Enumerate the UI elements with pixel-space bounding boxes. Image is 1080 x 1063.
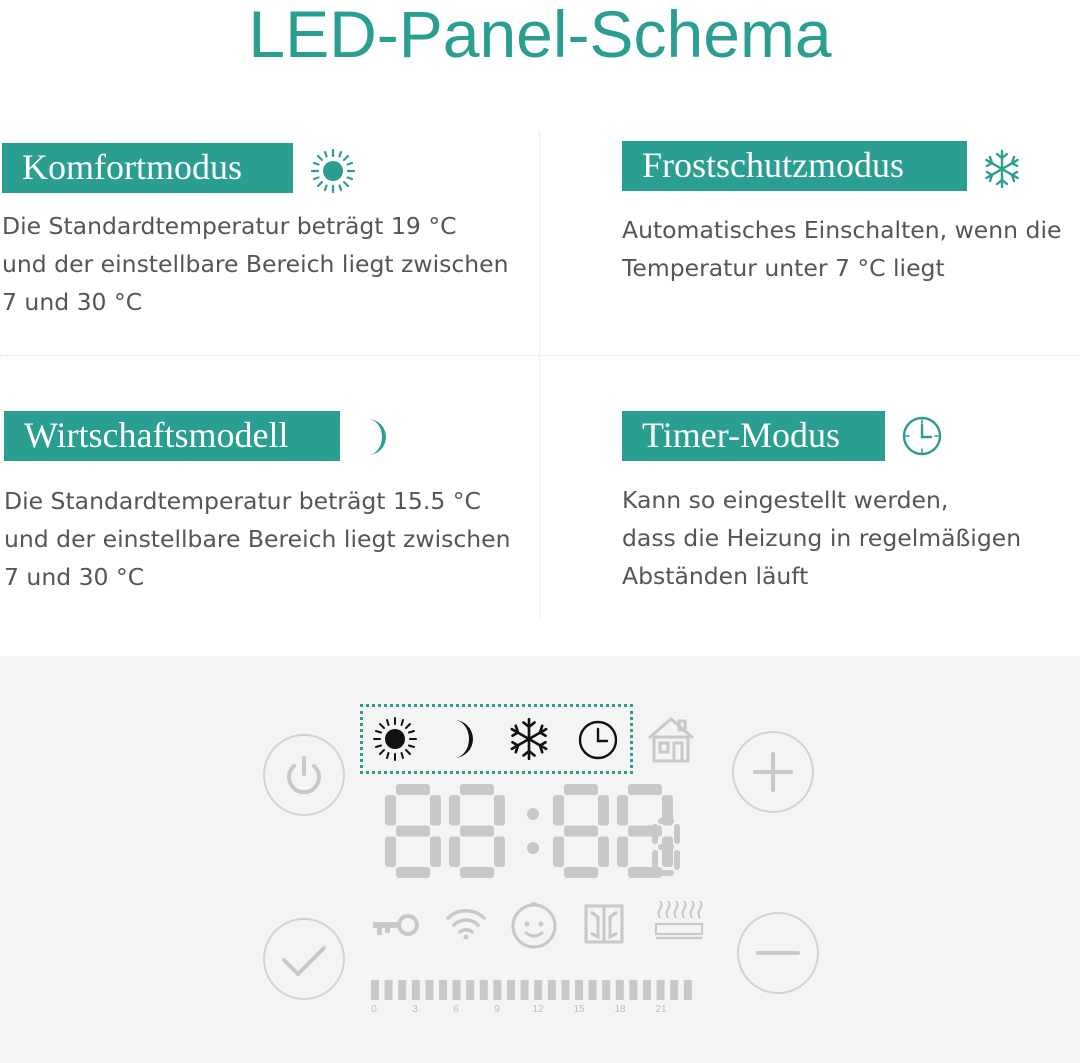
floor-heating-icon	[654, 900, 704, 946]
led-panel	[0, 656, 1080, 1063]
display-segment	[430, 837, 441, 868]
scale-label: 12	[532, 1004, 544, 1015]
scale-segment	[412, 980, 420, 1000]
snowflake-icon	[982, 149, 1022, 193]
scale-segment	[670, 980, 678, 1000]
sun-icon	[309, 147, 357, 199]
scale-segment	[521, 980, 529, 1000]
scale-label: 21	[655, 1004, 667, 1015]
display-segment	[396, 867, 430, 878]
scale-segment	[548, 980, 556, 1000]
mode-badge-komfort: Komfortmodus	[2, 143, 293, 193]
scale-segment	[507, 980, 515, 1000]
scale-label: 18	[614, 1004, 626, 1015]
scale-segment	[398, 980, 406, 1000]
description-line: Kann so eingestellt werden,	[622, 486, 949, 514]
display-segment	[617, 837, 628, 868]
scale-segment	[657, 980, 665, 1000]
scale-segment	[561, 980, 569, 1000]
display-segment	[553, 837, 564, 868]
display-segment	[658, 870, 674, 876]
snowflake-icon	[507, 717, 551, 765]
display-segment	[674, 824, 680, 844]
display-segment	[652, 850, 658, 870]
clock-icon	[577, 719, 619, 765]
plus-icon	[734, 733, 812, 811]
display-segment	[652, 824, 658, 844]
display-segment	[396, 784, 430, 795]
display-segment	[396, 826, 430, 837]
power-icon	[265, 736, 343, 814]
display-segment	[494, 795, 505, 826]
scale-segment	[466, 980, 474, 1000]
wifi-icon	[444, 904, 488, 946]
minus-button[interactable]	[737, 912, 819, 994]
display-segment	[658, 818, 674, 824]
scale-segment	[534, 980, 542, 1000]
scale-label: 0	[371, 1004, 377, 1015]
time-display	[383, 782, 683, 880]
check-icon	[265, 920, 343, 998]
display-segment	[564, 826, 598, 837]
description-line: Abständen läuft	[622, 562, 809, 590]
power-button[interactable]	[263, 734, 345, 816]
display-segment	[564, 784, 598, 795]
display-segment	[430, 795, 441, 826]
display-segment	[598, 795, 609, 826]
vertical-divider	[539, 132, 540, 620]
scale-segment	[589, 980, 597, 1000]
display-segment	[449, 795, 460, 826]
page-title: LED-Panel-Schema	[248, 0, 832, 71]
mode-badge-timer: Timer-Modus	[622, 411, 885, 461]
scale-segment	[453, 980, 461, 1000]
description-line: 7 und 30 °C	[2, 288, 143, 316]
display-segment	[385, 795, 396, 826]
mode-badge-wirtschaft: Wirtschaftsmodell	[4, 411, 340, 461]
description-line: 7 und 30 °C	[4, 563, 145, 591]
child-face-icon	[509, 900, 559, 954]
display-segment	[449, 837, 460, 868]
scale-segment	[425, 980, 433, 1000]
display-segment	[628, 784, 662, 795]
plus-button[interactable]	[732, 731, 814, 813]
scale-label: 6	[453, 1004, 459, 1015]
description-line: und der einstellbare Bereich liegt zwischen	[2, 250, 509, 278]
description-line: und der einstellbare Bereich liegt zwischen	[4, 525, 511, 553]
horizontal-divider	[0, 355, 1080, 356]
display-segment	[460, 867, 494, 878]
moon-icon	[448, 718, 480, 764]
scale-label: 3	[412, 1004, 418, 1015]
display-segment	[553, 795, 564, 826]
mode-description-timer	[622, 481, 1021, 595]
scale-segment	[602, 980, 610, 1000]
description-line: dass die Heizung in regelmäßigen	[622, 524, 1022, 552]
scale-label: 15	[573, 1004, 585, 1015]
temperature-scale	[369, 978, 695, 1002]
display-segment	[564, 867, 598, 878]
home-icon	[645, 714, 697, 768]
description-line: Die Standardtemperatur beträgt 19 °C	[2, 212, 457, 240]
scale-segment	[643, 980, 651, 1000]
description-line: Temperatur unter 7 °C liegt	[622, 254, 945, 282]
moon-icon	[362, 416, 394, 462]
display-segment	[460, 826, 494, 837]
mode-description-komfort	[2, 207, 509, 321]
display-segment	[494, 837, 505, 868]
sun-icon	[372, 716, 418, 766]
colon-dot	[527, 808, 539, 820]
small-digit-display	[650, 816, 682, 878]
check-button[interactable]	[263, 918, 345, 1000]
scale-segment	[439, 980, 447, 1000]
scale-segment	[684, 980, 692, 1000]
scale-segment	[575, 980, 583, 1000]
mode-description-wirtschaft	[4, 482, 511, 596]
description-line: Automatisches Einschalten, wenn die	[622, 216, 1062, 244]
mode-description-frostschutz	[622, 211, 1061, 287]
scale-segment	[493, 980, 501, 1000]
key-icon	[371, 909, 423, 945]
scale-segment	[629, 980, 637, 1000]
scale-segment	[480, 980, 488, 1000]
colon-dot	[527, 842, 539, 854]
description-line: Die Standardtemperatur beträgt 15.5 °C	[4, 487, 481, 515]
scale-segment	[371, 980, 379, 1000]
mode-badge-frostschutz: Frostschutzmodus	[622, 141, 967, 191]
scale-label: 9	[494, 1004, 500, 1015]
scale-segment	[385, 980, 393, 1000]
display-segment	[617, 795, 628, 826]
window-icon	[583, 903, 625, 949]
minus-icon	[739, 914, 817, 992]
display-segment	[658, 844, 674, 850]
display-segment	[674, 850, 680, 870]
display-segment	[385, 837, 396, 868]
scale-segment	[616, 980, 624, 1000]
clock-icon	[901, 415, 943, 461]
display-segment	[460, 784, 494, 795]
display-segment	[598, 837, 609, 868]
